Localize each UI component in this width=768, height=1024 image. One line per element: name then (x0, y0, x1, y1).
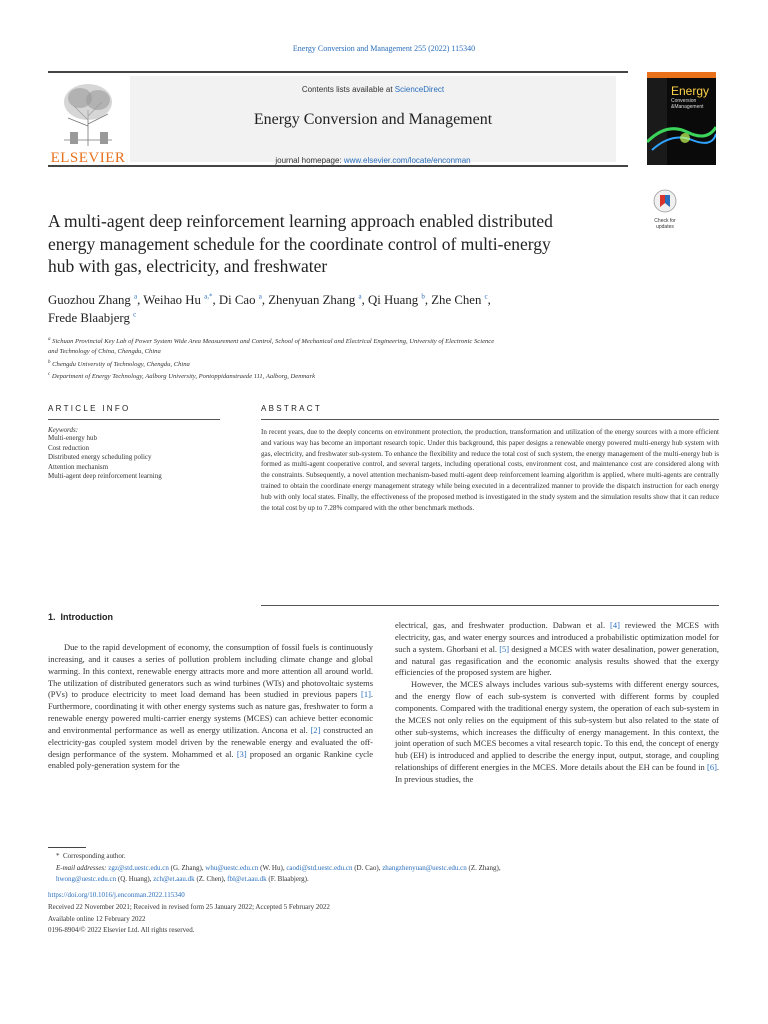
article-info (48, 404, 220, 482)
received-dates: Received 22 November 2021; Received in revised form 25 January 2022; Accepted 5 February 2022 (48, 902, 330, 911)
affiliations (48, 335, 638, 382)
abstract (261, 404, 719, 513)
paragraph-text: Due to the rapid development of economy, the consumption of fossil fuels is continuously increasing, and it causes a series of pollution problem including climate change and global warming. In this context, renewable energy attracts more and more attention all around world. The utilization of distributed generators such as wind turbines (WTs) and photovoltaic systems (PVs) to produce electricity to meet load demand has been studied in previous papers (48, 642, 373, 700)
email-owner: (W. Hu), (258, 863, 287, 872)
elsevier-wordmark: ELSEVIER (50, 150, 126, 166)
paragraph-text: reviewed the MCES with electricity, gas, and water energy sources and introduced a probabilistic optimization model for such a system. Ghorbani et al. (395, 620, 719, 654)
journal-title: Energy Conversion and Management (253, 111, 493, 128)
email-link[interactable]: hwong@uestc.edu.cn (56, 875, 117, 884)
citation-link[interactable]: [4] (610, 620, 620, 630)
email-link[interactable]: fbl@et.aau.dk (227, 875, 267, 884)
email-link[interactable]: whu@uestc.edu.cn (205, 863, 259, 872)
paragraph-text: . Furthermore, coordinating it with other energy systems such as nature gas, freshwater to form a renewable energy powered multi-carrier energy systems (MCES) can achieve better economic and environmental performance as well as energy utilization. Ancona et al. (48, 689, 373, 735)
affiliation-text: and Technology of China, Chengdu, China (48, 348, 161, 356)
email-label: E-mail addresses: (56, 863, 107, 872)
citation-link[interactable]: [5] (499, 643, 510, 654)
author: Zhenyuan Zhang $^a$, (268, 292, 368, 307)
author-name: Guozhou Zhang (48, 293, 131, 307)
email-link[interactable]: zch@et.aau.dk (153, 875, 195, 884)
body-column-right (395, 620, 719, 786)
author-name: Zhenyuan Zhang (268, 293, 356, 307)
title-line: energy management schedule for the coordinate control of multi-energy (48, 233, 551, 254)
section-title: Introduction (60, 612, 114, 622)
cover-subtitle-1: Conversion (671, 98, 697, 104)
author-name: Frede Blaabjerg (48, 311, 130, 325)
journal-header (48, 71, 628, 167)
paragraph-text: . In previous studies, the (395, 762, 719, 784)
citation-link[interactable]: [3] (236, 748, 247, 759)
keyword[interactable]: Distributed energy scheduling policy (48, 453, 152, 462)
email-owner: (Z. Chen), (194, 875, 228, 884)
citation-link[interactable]: [1] (361, 689, 371, 700)
email-link[interactable]: zgz@std.uestc.edu.cn (108, 863, 169, 872)
citation-link[interactable]: [6] (707, 762, 717, 773)
check-updates-icon (653, 189, 677, 213)
paper-title (48, 210, 628, 278)
section-number: 1. (48, 612, 56, 622)
paragraph (48, 642, 373, 772)
keyword[interactable]: Attention mechanism (48, 462, 109, 471)
cover-subtitle (671, 98, 704, 110)
author: Weihao Hu $^{a,*}$, (143, 292, 219, 307)
affiliation-marker: c (48, 371, 51, 377)
keywords-label: Keywords: (48, 426, 79, 434)
check-updates-label (646, 219, 684, 230)
author-name: Zhe Chen (431, 293, 482, 307)
author (48, 311, 136, 325)
author-affiliation-link[interactable]: b (421, 292, 425, 301)
paragraph (395, 679, 719, 786)
email-link[interactable]: zhangzhenyuan@uestc.edu.cn (382, 863, 467, 872)
cover-subtitle-2: Management (674, 104, 704, 110)
corresponding-note: * Corresponding author. (56, 852, 126, 860)
journal-header-box (130, 76, 616, 165)
paragraph-text: designed a MCES with water desalination, power generation, and natural gas regasification and the economic analysis results showed that the exergy efficiencies of the proposed system are higher. (395, 643, 719, 678)
affiliation-text: Department of Energy Technology, Aalborg University, Pontoppidanstraede 111, Aalborg, Denmark (51, 373, 316, 381)
doi-link[interactable]: https://doi.org/10.1016/j.enconman.2022.115340 (48, 891, 185, 900)
abstract-heading: ABSTRACT (261, 404, 323, 413)
author-list (48, 291, 628, 327)
keyword[interactable]: Multi-agent deep reinforcement learning (48, 472, 162, 481)
contents-line (130, 85, 616, 94)
affiliation (48, 335, 638, 358)
abstract-divider (261, 605, 719, 606)
affiliation (48, 358, 638, 370)
keyword[interactable]: Cost reduction (48, 443, 90, 452)
email-list (48, 863, 720, 886)
author: Zhe Chen $^c$, (431, 292, 491, 307)
email-owner: (F. Blaabjerg). (266, 875, 309, 884)
email-owner: (Z. Zhang), (466, 863, 501, 872)
title-line: hub with gas, electricity, and freshwater (48, 256, 328, 276)
abstract-text: In recent years, due to the deeply concerns on environment protection, the production, transformation and utilization of the energy sources with a more efficient and various way has become an important research topic. Under this background, this paper designs a renewable energy powered multi-energy hub system with gas, electricity, and freshwater sub-system. To enhance the flexibility and reduce the total cost of such system, the energy management of the multi-energy hub is formed as multi-agent cooperative control, and several targets, including operational costs, environment cost, and maintenance cost are considered along with the constraints. Subsequently, a novel attention mechanism-based multi-agent deep reinforcement learning algorithm is applied, where multi-agents are centrally trained to obtain the coordinate energy management strategy while being executed in a decentralized manner to provide the dispatch instruction for each energy hub with only local states. Finally, the effectiveness of the proposed method is investigated in the study system and the simulation results show that it can reduce the total cost by up to 7.28% compared with the other benchmark methods. (261, 428, 719, 512)
paragraph-text: electrical, gas, and freshwater production. Dabwan et al. (395, 620, 611, 630)
available-online: Available online 12 February 2022 (48, 914, 146, 923)
homepage-line (130, 156, 616, 165)
footnotes (48, 851, 720, 937)
affiliation (48, 370, 638, 382)
author: Guozhou Zhang $^a$, (48, 292, 144, 307)
homepage-prefix: journal homepage: (275, 156, 344, 165)
cover-title: Energy (671, 84, 710, 98)
author-affiliation-link[interactable]: c (484, 292, 488, 301)
email-link[interactable]: caodi@std.uestc.edu.cn (286, 863, 353, 872)
affiliation-marker: b (48, 359, 51, 365)
email-owner: (D. Cao), (352, 863, 383, 872)
author-name: Di Cao (218, 293, 256, 307)
email-owner: (Q. Huang), (116, 875, 154, 884)
email-owner: (G. Zhang), (168, 863, 206, 872)
author: Di Cao $^a$, (218, 292, 269, 307)
journal-cover-image (647, 72, 716, 165)
check-for-updates-button[interactable] (646, 189, 684, 229)
author-name: Weihao Hu (143, 293, 201, 307)
article-info-heading: ARTICLE INFO (48, 404, 131, 413)
author: Qi Huang $^b$, (368, 292, 432, 307)
journal-citation-link[interactable]: Energy Conversion and Management 255 (2022) 115340 (292, 44, 476, 53)
paragraph (395, 620, 719, 679)
author-affiliation-link[interactable]: a,* (204, 292, 213, 301)
affiliation-marker: a (48, 337, 51, 342)
author-affiliation-link[interactable]: a (134, 292, 138, 301)
section-heading (48, 612, 113, 622)
contents-prefix: Contents lists available at (301, 85, 395, 94)
body-column-left (48, 642, 373, 772)
check-updates-line-2: updates (656, 223, 674, 230)
author-affiliation-link[interactable]: a (358, 292, 362, 301)
cover-amp: & (671, 104, 675, 110)
corresponding-text: Corresponding author. (63, 852, 126, 860)
paragraph-text: proposed an organic Rankine cycle enabled poly-generation system for the (48, 748, 373, 771)
affiliation-text: Chengdu University of Technology, Chengdu, China (52, 360, 190, 368)
citation-link[interactable]: [2] (310, 724, 321, 735)
check-updates-line-1: Check for (654, 218, 676, 224)
paragraph-text: However, the MCES always includes various sub-systems with different energy sources, and the energy flow of each sub-system is converted with different forms by coupled components. Compared with the traditional energy system, the operation of each sub-system in the MCES not only relies on the equipment of this sub-system but also related to the state of other sub-systems, which increases the difficulty of energy management. In this context, the joint operation of such MCES becomes a vital research topic. To this end, the concept of energy hub (EH) is introduced and applied to describe the energy input, output, storage, and coupling relationships of different energies in the MCES. More details about the EH can be found in (395, 679, 719, 773)
copyright-line: 0196-8904/© 2022 Elsevier Ltd. All rights reserved. (48, 926, 195, 935)
title-line: A multi-agent deep reinforcement learning approach enabled distributed (48, 211, 553, 231)
journal-homepage-link[interactable]: www.elsevier.com/locate/enconman (343, 156, 471, 165)
keyword[interactable]: Multi-energy hub (48, 434, 98, 442)
author-affiliation-link[interactable]: a (258, 292, 262, 301)
affiliation-text: Sichuan Provincial Key Lab of Power System Wide Area Measurement and Control, School of Mechanical and Electrical Engineering, University of Electronic Science (52, 338, 495, 346)
footnote-divider (48, 847, 86, 848)
author-name: Qi Huang (368, 293, 419, 307)
sciencedirect-link[interactable]: ScienceDirect (394, 85, 445, 94)
paragraph-text: constructed an electricity-gas coupled system model driven by the renewable energy and evaluated the off-design performance of the system. Mohammed et al. (48, 724, 373, 759)
author-affiliation-link[interactable]: c (133, 310, 137, 319)
